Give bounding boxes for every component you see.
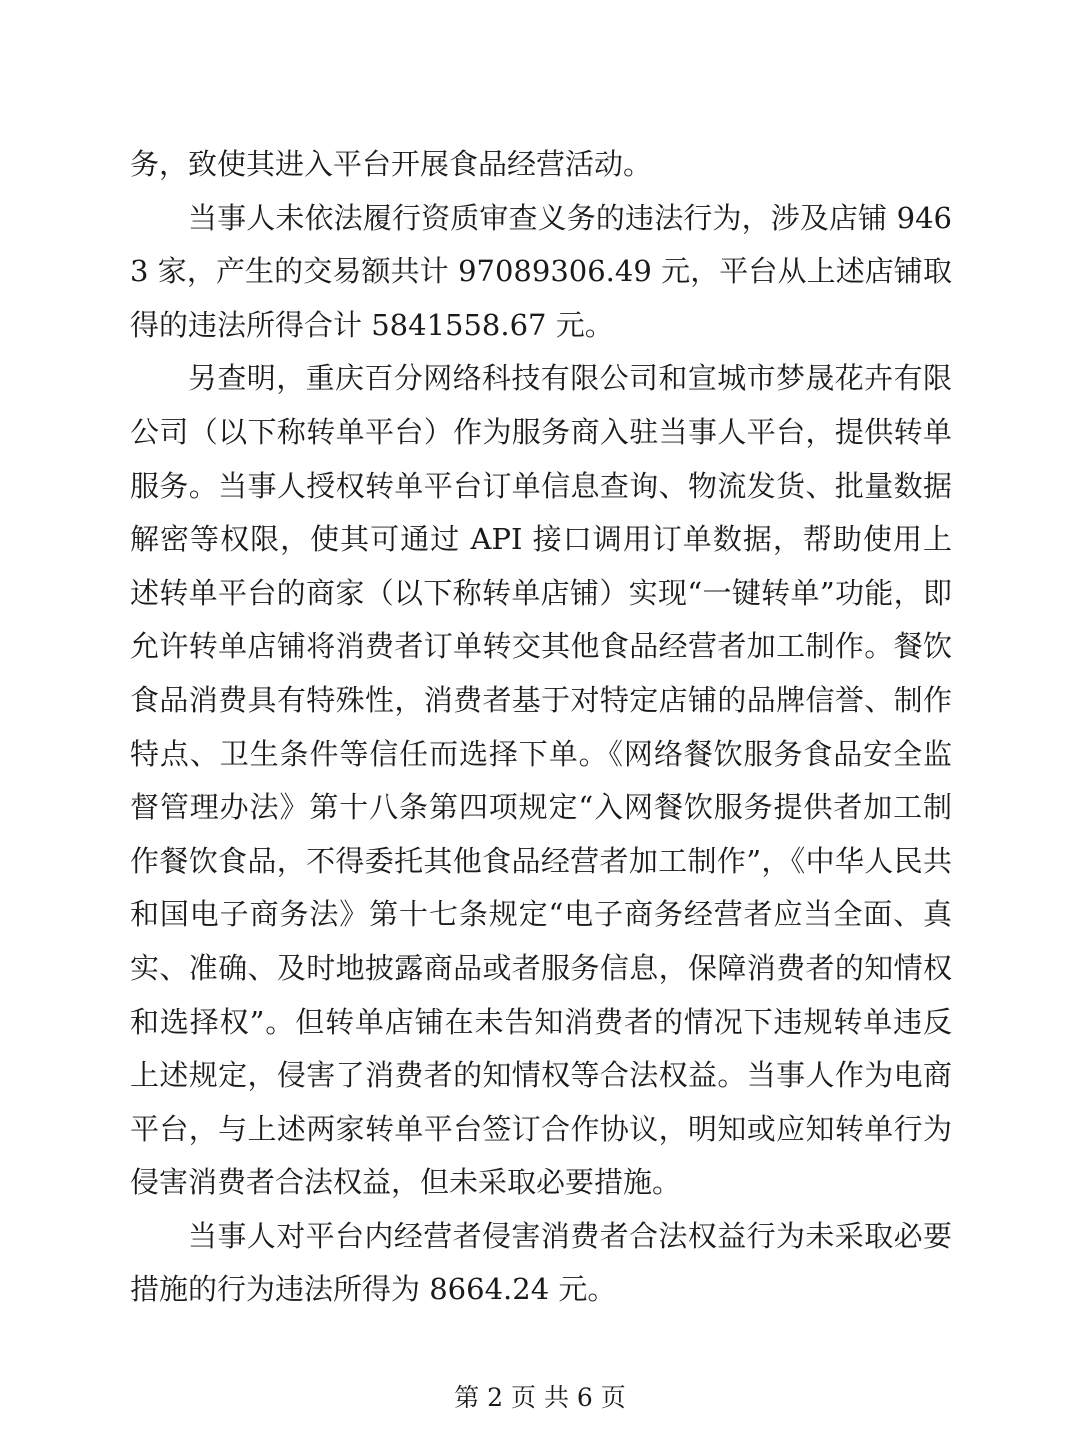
paragraph-continuation: 务，致使其进入平台开展食品经营活动。	[130, 147, 653, 181]
paragraph-qualification-violation: 当事人未依法履行资质审查义务的违法行为，涉及店铺 9463 家，产生的交易额共计 97089306.49 元，平台从上述店铺取得的违法所得合计 5841558.67 元。	[130, 200, 952, 342]
body-text	[130, 138, 952, 1317]
paragraph-illegal-income: 当事人对平台内经营者侵害消费者合法权益行为未采取必要措施的行为违法所得为 8664.24 元。	[130, 1218, 952, 1307]
paragraph-transfer-platforms: 另查明，重庆百分网络科技有限公司和宣城市梦晟花卉有限公司（以下称转单平台）作为服务商入驻当事人平台，提供转单服务。当事人授权转单平台订单信息查询、物流发货、批量数据解密等权限，使其可通过 API 接口调用订单数据，帮助使用上述转单平台的商家（以下称转单店铺）实现“一键转单”功能，即允许转单店铺将消费者订单转交其他食品经营者加工制作。餐饮食品消费具有特殊性，消费者基于对特定店铺的品牌信誉、制作特点、卫生条件等信任而选择下单。《网络餐饮服务食品安全监督管理办法》第十八条第四项规定“入网餐饮服务提供者加工制作餐饮食品，不得委托其他食品经营者加工制作”，《中华人民共和国电子商务法》第十七条规定“电子商务经营者应当全面、真实、准确、及时地披露商品或者服务信息，保障消费者的知情权和选择权”。但转单店铺在未告知消费者的情况下违规转单违反上述规定，侵害了消费者的知情权等合法权益。当事人作为电商平台，与上述两家转单平台签订合作协议，明知或应知转单行为侵害消费者合法权益，但未采取必要措施。	[130, 361, 952, 1200]
page-number-footer: 第 2 页 共 6 页	[454, 1383, 626, 1412]
